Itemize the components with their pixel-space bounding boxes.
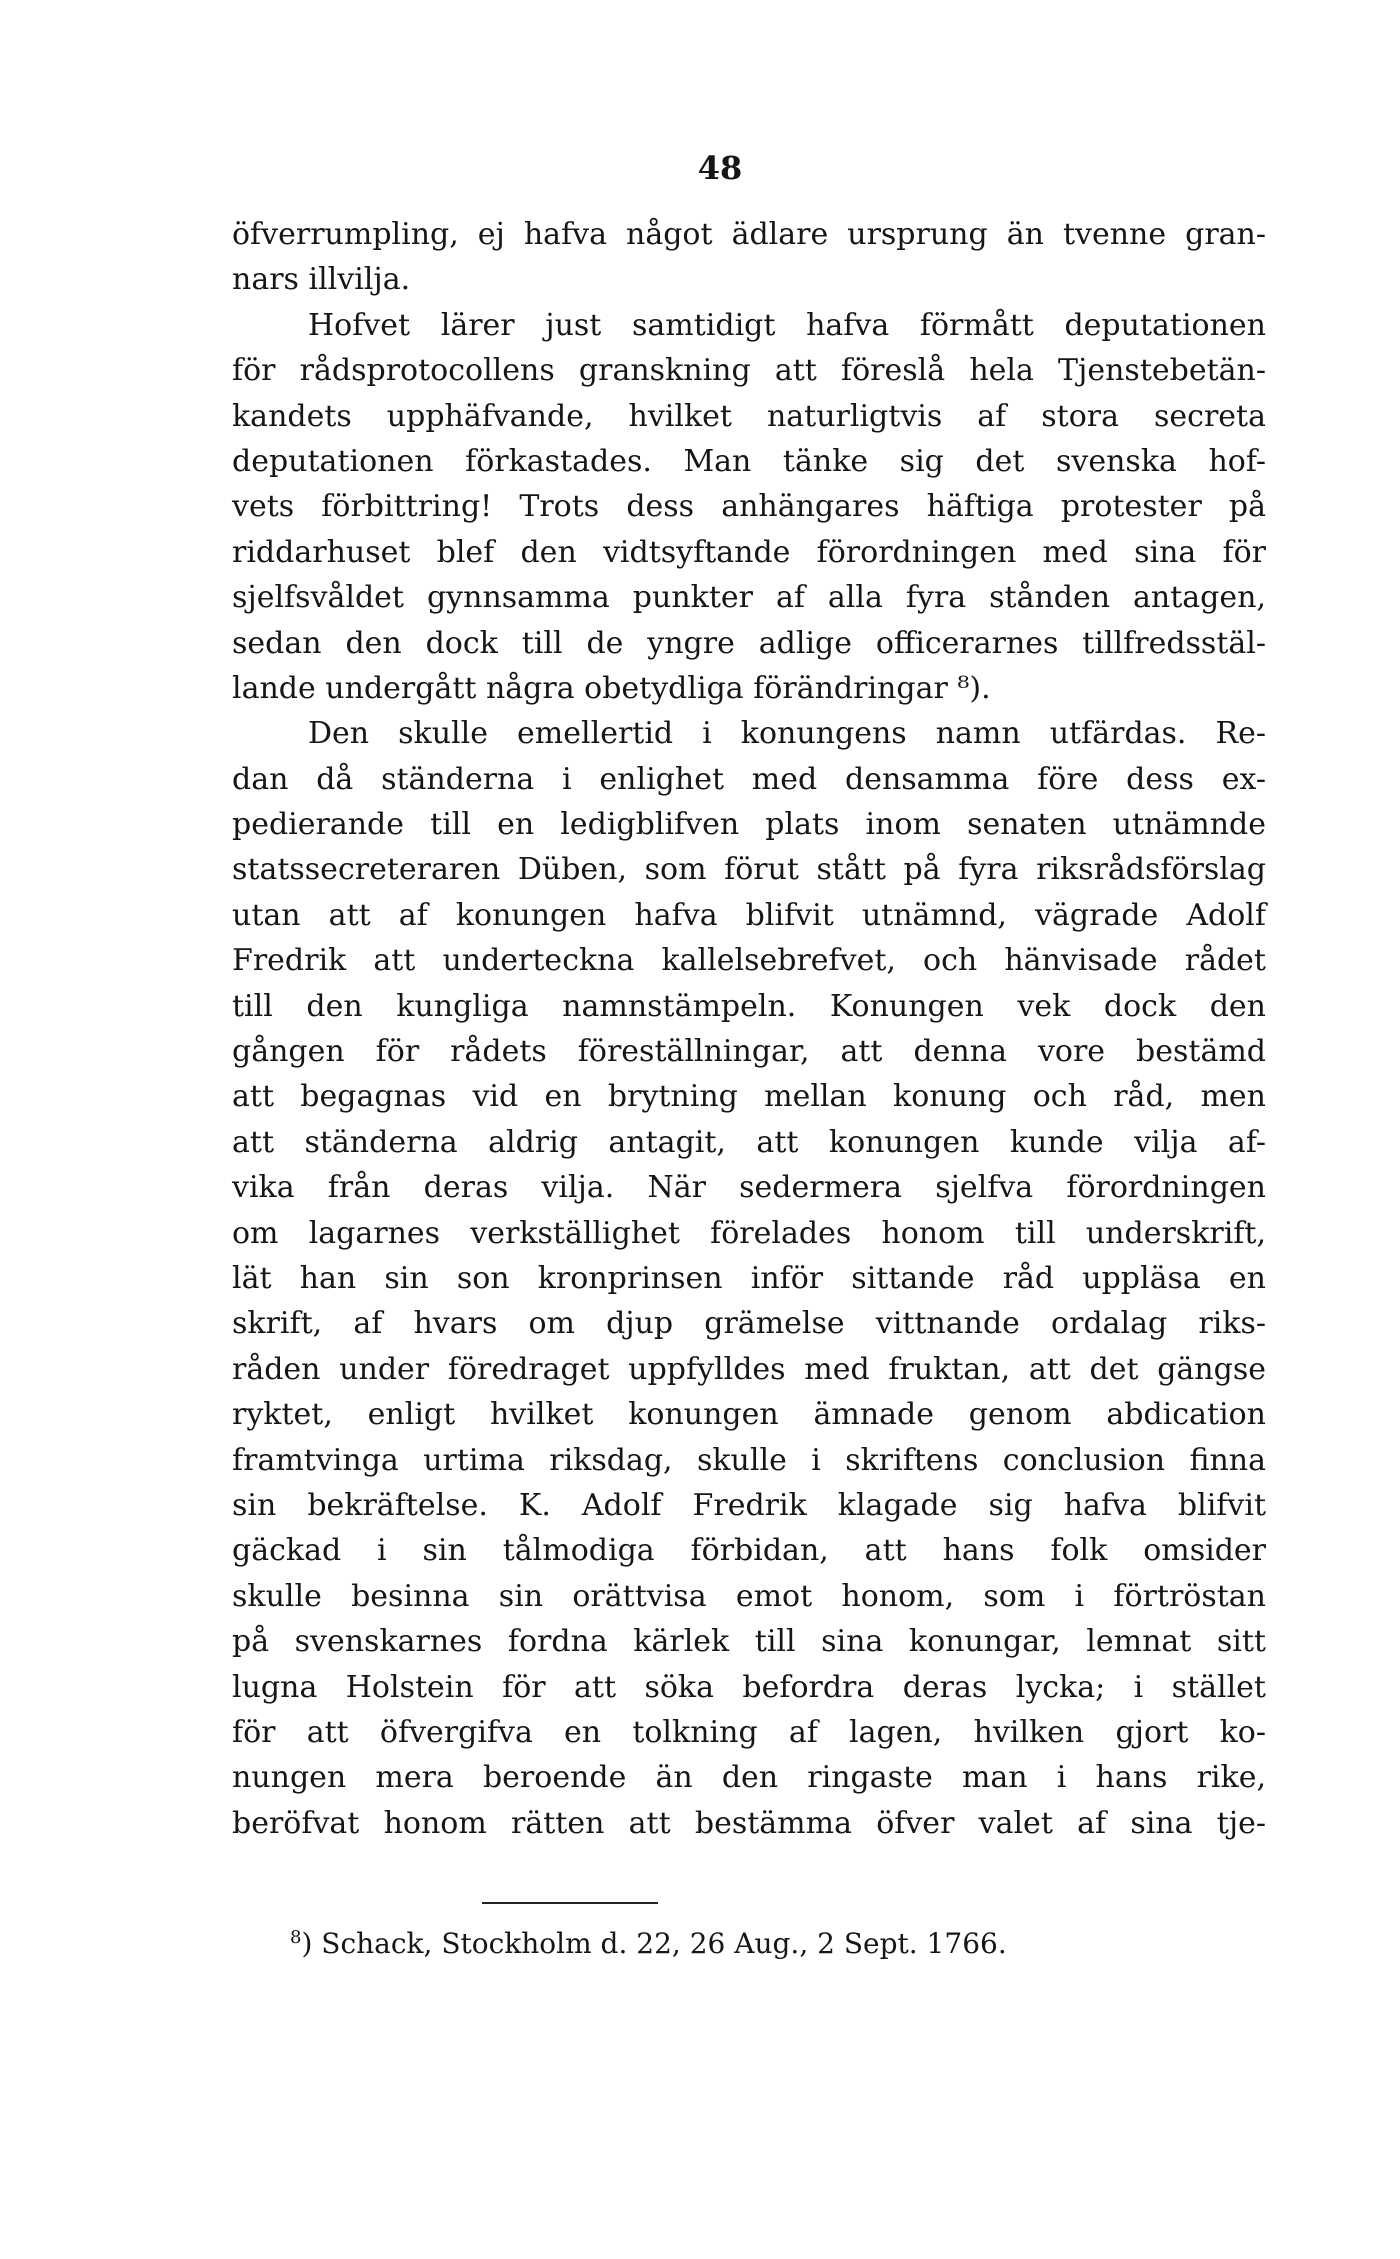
footnote-text: ) Schack, Stockholm d. 22, 26 Aug., 2 Sept. 1766. — [301, 1927, 1007, 1960]
text-line: nars illvilja. — [232, 262, 411, 298]
text-line: Hofvet lärer just samtidigt hafva förmått deputationen — [308, 307, 1266, 343]
text-line: för rådsprotocollens granskning att föreslå hela Tjenstebetän- — [232, 353, 1266, 389]
text-line: nungen mera beroende än den ringaste man i hans rike, — [232, 1760, 1266, 1796]
text-line: deputationen förkastades. Man tänke sig det svenska hof- — [232, 443, 1266, 479]
text-line: skulle besinna sin orättvisa emot honom, som i förtröstan — [232, 1578, 1266, 1614]
text-line: öfverrumpling, ej hafva något ädlare ursprung än tvenne gran- — [232, 217, 1266, 252]
text-line: för att öfvergifva en tolkning af lagen, hvilken gjort ko- — [232, 1714, 1266, 1750]
body-text — [232, 212, 1266, 1846]
text-line: beröfvat honom rätten att bestämma öfver valet af sina tje- — [232, 1805, 1266, 1841]
text-line: statssecreteraren Düben, som förut stått på fyra riksrådsförslag — [232, 852, 1266, 888]
text-line: vika från deras vilja. När sedermera sjelfva förordningen — [232, 1170, 1266, 1206]
text-line: ryktet, enligt hvilket konungen ämnade genom abdication — [232, 1397, 1266, 1433]
text-line: om lagarnes verkställighet förelades honom till underskrift, — [232, 1215, 1266, 1251]
text-line: skrift, af hvars om djup grämelse vittnande ordalag riks- — [232, 1306, 1266, 1342]
text-line: att ständerna aldrig antagit, att konungen kunde vilja af- — [232, 1124, 1266, 1160]
text-line: att begagnas vid en brytning mellan konung och råd, men — [232, 1079, 1266, 1115]
text-line: sedan den dock till de yngre adlige officerarnes tillfredsstäl- — [232, 625, 1266, 661]
text-line: lät han sin son kronprinsen inför sittande råd uppläsa en — [232, 1260, 1266, 1296]
footnote — [290, 1918, 1007, 1964]
page-number: 48 — [697, 149, 743, 187]
text-line: råden under föredraget uppfylldes med fruktan, att det gängse — [232, 1351, 1266, 1387]
footnote-marker: 8 — [290, 1927, 302, 1948]
text-line: kandets upphäfvande, hvilket naturligtvis af stora secreta — [232, 398, 1266, 434]
text-line: gäckad i sin tålmodiga förbidan, att hans folk omsider — [232, 1533, 1266, 1569]
text-line: utan att af konungen hafva blifvit utnämnd, vägrade Adolf — [232, 897, 1266, 933]
text-line: till den kungliga namnstämpeln. Konungen vek dock den — [232, 988, 1266, 1024]
text-line: framtvinga urtima riksdag, skulle i skriftens conclusion finna — [232, 1442, 1266, 1478]
text-line: gången för rådets föreställningar, att denna vore bestämd — [232, 1034, 1266, 1070]
text-line: lugna Holstein för att söka befordra deras lycka; i stället — [232, 1669, 1266, 1705]
text-line: Den skulle emellertid i konungens namn utfärdas. Re- — [308, 716, 1266, 752]
footnote-divider — [482, 1902, 658, 1904]
text-line: lande undergått några obetydliga förändringar ⁸). — [232, 670, 991, 706]
text-line: Fredrik att underteckna kallelsebrefvet, och hänvisade rådet — [232, 943, 1266, 979]
text-line: pedierande till en ledigblifven plats inom senaten utnämnde — [232, 807, 1266, 843]
text-line: sin bekräftelse. K. Adolf Fredrik klagade sig hafva blifvit — [232, 1487, 1266, 1523]
text-line: vets förbittring! Trots dess anhängares häftiga protester på — [232, 489, 1266, 525]
text-line: på svenskarnes fordna kärlek till sina konungar, lemnat sitt — [232, 1624, 1266, 1660]
text-line: sjelfsvåldet gynnsamma punkter af alla fyra stånden antagen, — [232, 580, 1266, 616]
text-line: riddarhuset blef den vidtsyftande förordningen med sina för — [232, 534, 1266, 570]
text-line: dan då ständerna i enlighet med densamma före dess ex- — [232, 761, 1266, 797]
